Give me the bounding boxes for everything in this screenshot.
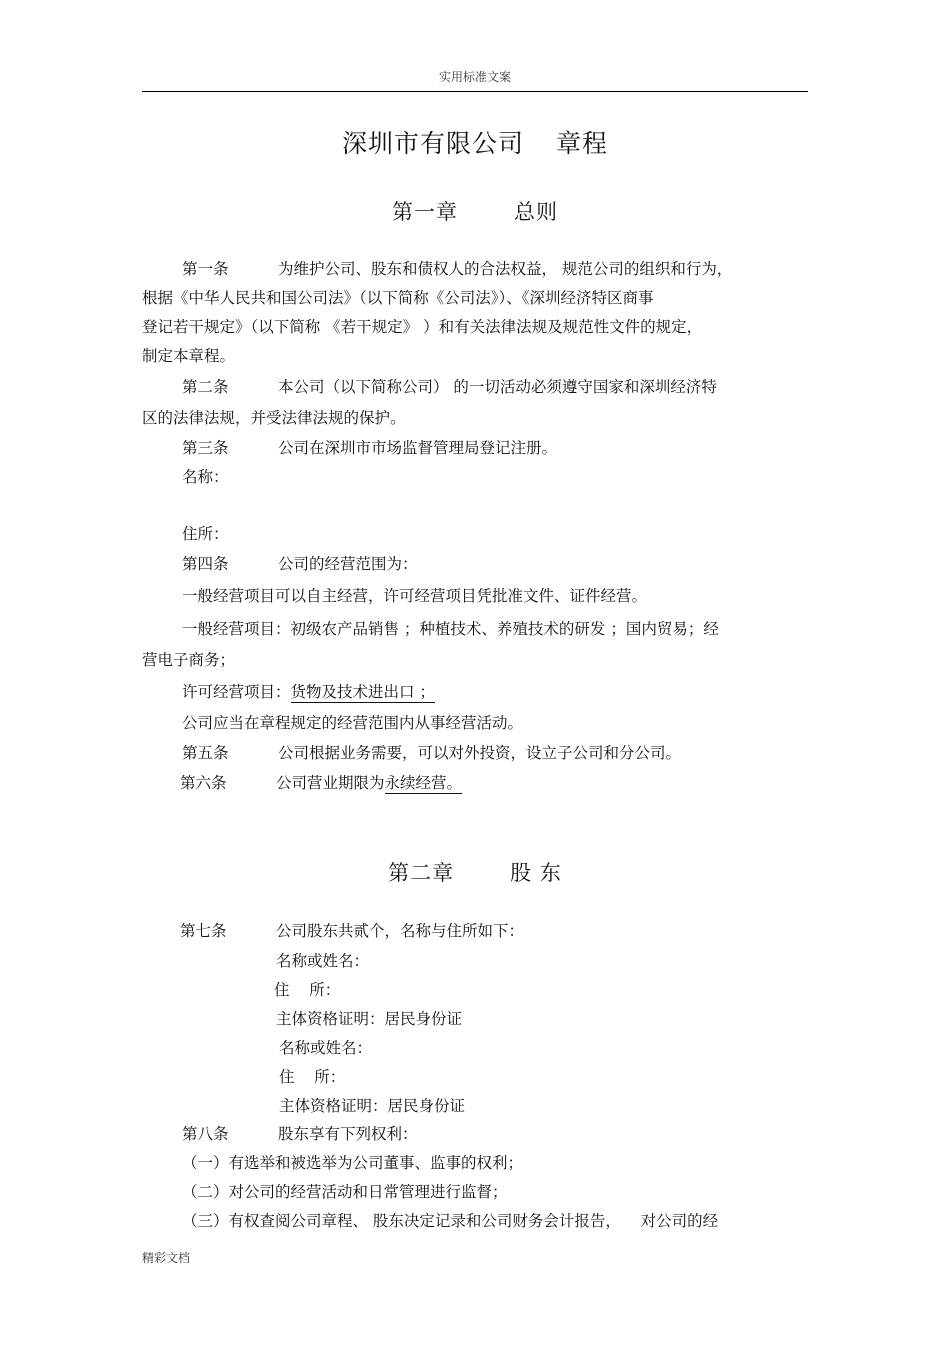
shareholder-2-qualification: 主体资格证明：居民身份证 <box>279 1097 466 1115</box>
article-4-para-1: 一般经营项目可以自主经营，许可经营项目凭批准文件、证件经营。 <box>182 587 648 605</box>
right-item-2: （二）对公司的经营活动和日常管理进行监督； <box>182 1183 508 1201</box>
shareholder-2-name: 名称或姓名： <box>279 1039 373 1057</box>
article-2-label: 第二条 <box>182 378 229 396</box>
article-4-para-5: 公司应当在章程规定的经营范围内从事经营活动。 <box>182 714 524 732</box>
shareholder-1-address: 住 所： <box>274 981 341 999</box>
article-2-line-2: 区的法律法规，并受法律法规的保护。 <box>142 409 406 427</box>
article-1-line-2: 根据《中华人民共和国公司法》（以下简称《公司法》）、《深圳经济特区商事 <box>142 289 654 307</box>
article-8-label: 第八条 <box>182 1125 229 1143</box>
shareholder-1-name: 名称或姓名： <box>276 952 370 970</box>
chapter-1-number: 第一章 <box>392 200 458 224</box>
article-6-line: 第六条 公司营业期限为永续经营。 <box>180 774 463 792</box>
chapter-1-name: 总则 <box>514 200 558 224</box>
chapter-2-number: 第二章 <box>388 861 455 885</box>
article-6-label: 第六条 <box>180 774 227 792</box>
shareholder-1-qualification: 主体资格证明：居民身份证 <box>276 1010 463 1028</box>
shareholder-2-address: 住 所： <box>279 1068 346 1086</box>
article-4-para-3: 营电子商务； <box>142 651 236 669</box>
article-5-line: 第五条 公司根据业务需要，可以对外投资，设立子公司和分公司。 <box>182 744 682 762</box>
article-8-line: 第八条 股东享有下列权利： <box>182 1125 418 1143</box>
page-footer: 精彩文档 <box>142 1251 191 1265</box>
article-2-line-1: 第二条 本公司（以下简称公司） 的一切活动必须遵守国家和深圳经济特 <box>182 378 717 396</box>
article-3-label: 第三条 <box>182 439 229 457</box>
title-company: 深圳市有限公司 <box>341 129 524 158</box>
company-address-field: 住所： <box>182 525 229 543</box>
page-header: 实用标准文案 <box>438 70 511 84</box>
article-1-line-1: 第一条 为维护公司、股东和债权人的合法权益， 规范公司的组织和行为， <box>182 260 733 278</box>
chapter-2-heading <box>0 857 950 887</box>
licensed-scope-value: 货物及技术进出口 ； <box>290 683 435 701</box>
chapter-1-heading <box>0 196 950 226</box>
header-divider <box>142 91 808 92</box>
licensed-scope-label: 许可经营项目： <box>182 683 291 701</box>
chapter-2-name: 股 东 <box>510 861 562 885</box>
article-4-para-4 <box>182 682 435 702</box>
document-title <box>0 124 950 160</box>
business-term-value: 永续经营。 <box>384 774 463 792</box>
title-doc: 章程 <box>556 129 609 158</box>
article-7-line: 第七条 公司股东共贰个，名称与住所如下： <box>180 922 525 940</box>
article-4-label: 第四条 <box>182 555 229 573</box>
article-4-para-2: 一般经营项目：初级农产品销售 ；种植技术、养殖技术的研发 ；国内贸易；经 <box>182 620 719 638</box>
article-1-line-3: 登记若干规定》（以下简称 《若干规定》 ）和有关法律法规及规范性文件的规定， <box>142 318 703 336</box>
article-7-label: 第七条 <box>180 922 227 940</box>
article-5-label: 第五条 <box>182 744 229 762</box>
right-item-1: （一）有选举和被选举为公司董事、监事的权利； <box>182 1154 524 1172</box>
article-1-label: 第一条 <box>182 260 229 278</box>
article-4-line-1: 第四条 公司的经营范围为： <box>182 555 418 573</box>
company-name-field: 名称： <box>182 468 229 486</box>
article-1-line-4: 制定本章程。 <box>142 347 236 365</box>
right-item-3: （三）有权查阅公司章程、 股东决定记录和公司财务会计报告， 对公司的经 <box>182 1212 719 1230</box>
article-3-line-1: 第三条 公司在深圳市市场监督管理局登记注册。 <box>182 439 558 457</box>
